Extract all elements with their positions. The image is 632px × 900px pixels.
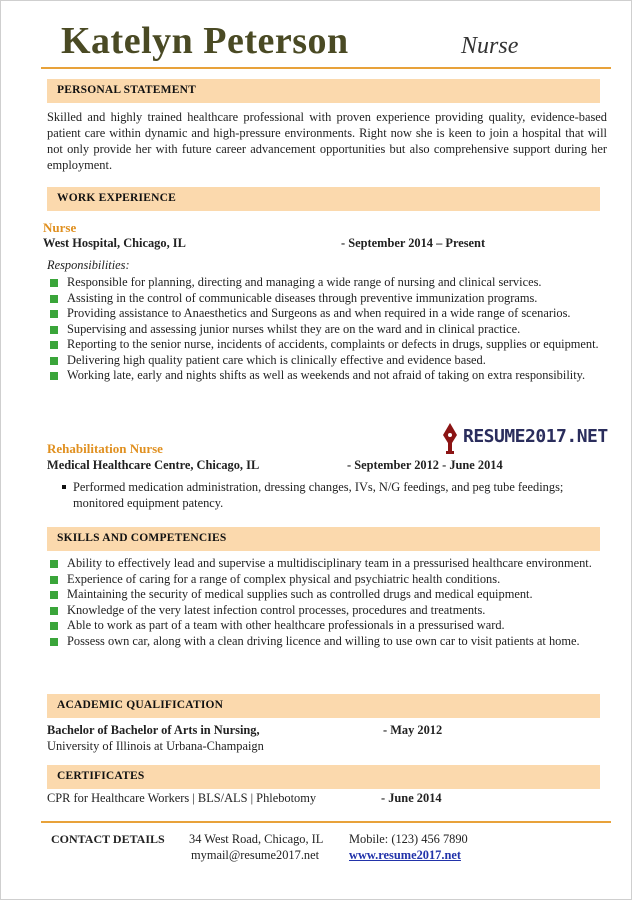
bullet-icon — [50, 372, 58, 380]
bullet-icon — [50, 326, 58, 334]
bullet-icon — [50, 279, 58, 287]
bullet-icon — [50, 310, 58, 318]
contact-label: CONTACT DETAILS — [51, 832, 165, 846]
bullet-icon — [50, 622, 58, 630]
job1-employer: West Hospital, Chicago, IL — [43, 236, 186, 250]
skills-list — [47, 556, 607, 649]
list-item: Responsible for planning, directing and managing a wide range of nursing and clinical services. — [47, 275, 607, 291]
list-item: Maintaining the security of medical supplies such as controlled drugs and medical equipment. — [47, 587, 607, 603]
academic-date: - May 2012 — [383, 723, 443, 737]
section-certificates: CERTIFICATES — [47, 765, 600, 789]
contact-website-link[interactable]: www.resume2017.net — [349, 848, 461, 862]
pen-nib-icon — [441, 421, 459, 455]
job2-bullet: Performed medication administration, dressing changes, IVs, N/G feedings, and peg tube feedings; monitored equipment patency. — [57, 479, 593, 511]
certificates-list: CPR for Healthcare Workers | BLS/ALS | Phlebotomy — [47, 791, 317, 805]
logo-text: RESUME2017.NET — [463, 426, 608, 447]
section-personal-statement: PERSONAL STATEMENT — [47, 79, 600, 103]
list-item: Ability to effectively lead and supervise a multidisciplinary team in a pressurised healthcare environment. — [47, 556, 607, 572]
contact-address: 34 West Road, Chicago, IL — [189, 832, 324, 846]
bullet-icon — [50, 341, 58, 349]
job2-dates: - September 2012 - June 2014 — [347, 458, 503, 472]
bullet-icon — [50, 591, 58, 599]
personal-statement-text: Skilled and highly trained healthcare professional with proven experience providing quality, evidence-based patient care within dynamic and high-pressure environments. Right now she is keen to join a hospital that will not only provide her with future career advancement opportunities but also comprehensive support during her employment. — [47, 110, 607, 172]
certificates-date: - June 2014 — [381, 791, 442, 805]
bullet-icon — [50, 607, 58, 615]
list-item: Delivering high quality patient care which is clinically effective and evidence based. — [47, 353, 607, 369]
list-item: Reporting to the senior nurse, incidents of accidents, complaints or defects in drugs, supplies or equipment. — [47, 337, 607, 353]
section-skills: SKILLS AND COMPETENCIES — [47, 527, 600, 551]
job1-position: Nurse — [43, 220, 77, 235]
footer-divider — [41, 821, 611, 823]
candidate-role: Nurse — [461, 33, 519, 59]
section-work-experience: WORK EXPERIENCE — [47, 187, 600, 211]
list-item: Able to work as part of a team with other healthcare professionals in a pressurised ward. — [47, 618, 607, 634]
bullet-icon — [50, 576, 58, 584]
job2-employer: Medical Healthcare Centre, Chicago, IL — [47, 458, 260, 472]
job1-dates: - September 2014 – Present — [341, 236, 486, 250]
bullet-icon — [50, 295, 58, 303]
list-item: Possess own car, along with a clean driving licence and willing to use own car to visit patients at home. — [47, 634, 607, 650]
academic-school: University of Illinois at Urbana-Champaign — [47, 739, 264, 753]
list-item: Supervising and assessing junior nurses whilst they are on the ward and in clinical practice. — [47, 322, 607, 338]
bullet-icon — [50, 357, 58, 365]
list-item: Experience of caring for a range of complex physical and psychiatric health conditions. — [47, 572, 607, 588]
candidate-name: Katelyn Peterson — [61, 20, 349, 62]
list-item: Providing assistance to Anaesthetics and Surgeons as and when required in a wide range of scenarios. — [47, 306, 607, 322]
section-academic: ACADEMIC QUALIFICATION — [47, 694, 600, 718]
job1-bullet-list — [47, 275, 607, 384]
contact-mobile: Mobile: (123) 456 7890 — [349, 832, 468, 846]
academic-degree: Bachelor of Bachelor of Arts in Nursing, — [47, 723, 260, 737]
bullet-icon — [50, 560, 58, 568]
bullet-icon — [62, 485, 66, 489]
header-divider — [41, 67, 611, 69]
job2-position: Rehabilitation Nurse — [47, 441, 163, 456]
job1-responsibilities-label: Responsibilities: — [47, 258, 130, 272]
contact-email[interactable]: mymail@resume2017.net — [191, 848, 320, 862]
resume2017-logo — [441, 421, 611, 455]
list-item: Working late, early and nights shifts as well as weekends and not afraid of taking on extra responsibility. — [47, 368, 607, 384]
bullet-icon — [50, 638, 58, 646]
list-item: Assisting in the control of communicable diseases through preventive immunization programs. — [47, 291, 607, 307]
list-item: Knowledge of the very latest infection control processes, procedures and treatments. — [47, 603, 607, 619]
